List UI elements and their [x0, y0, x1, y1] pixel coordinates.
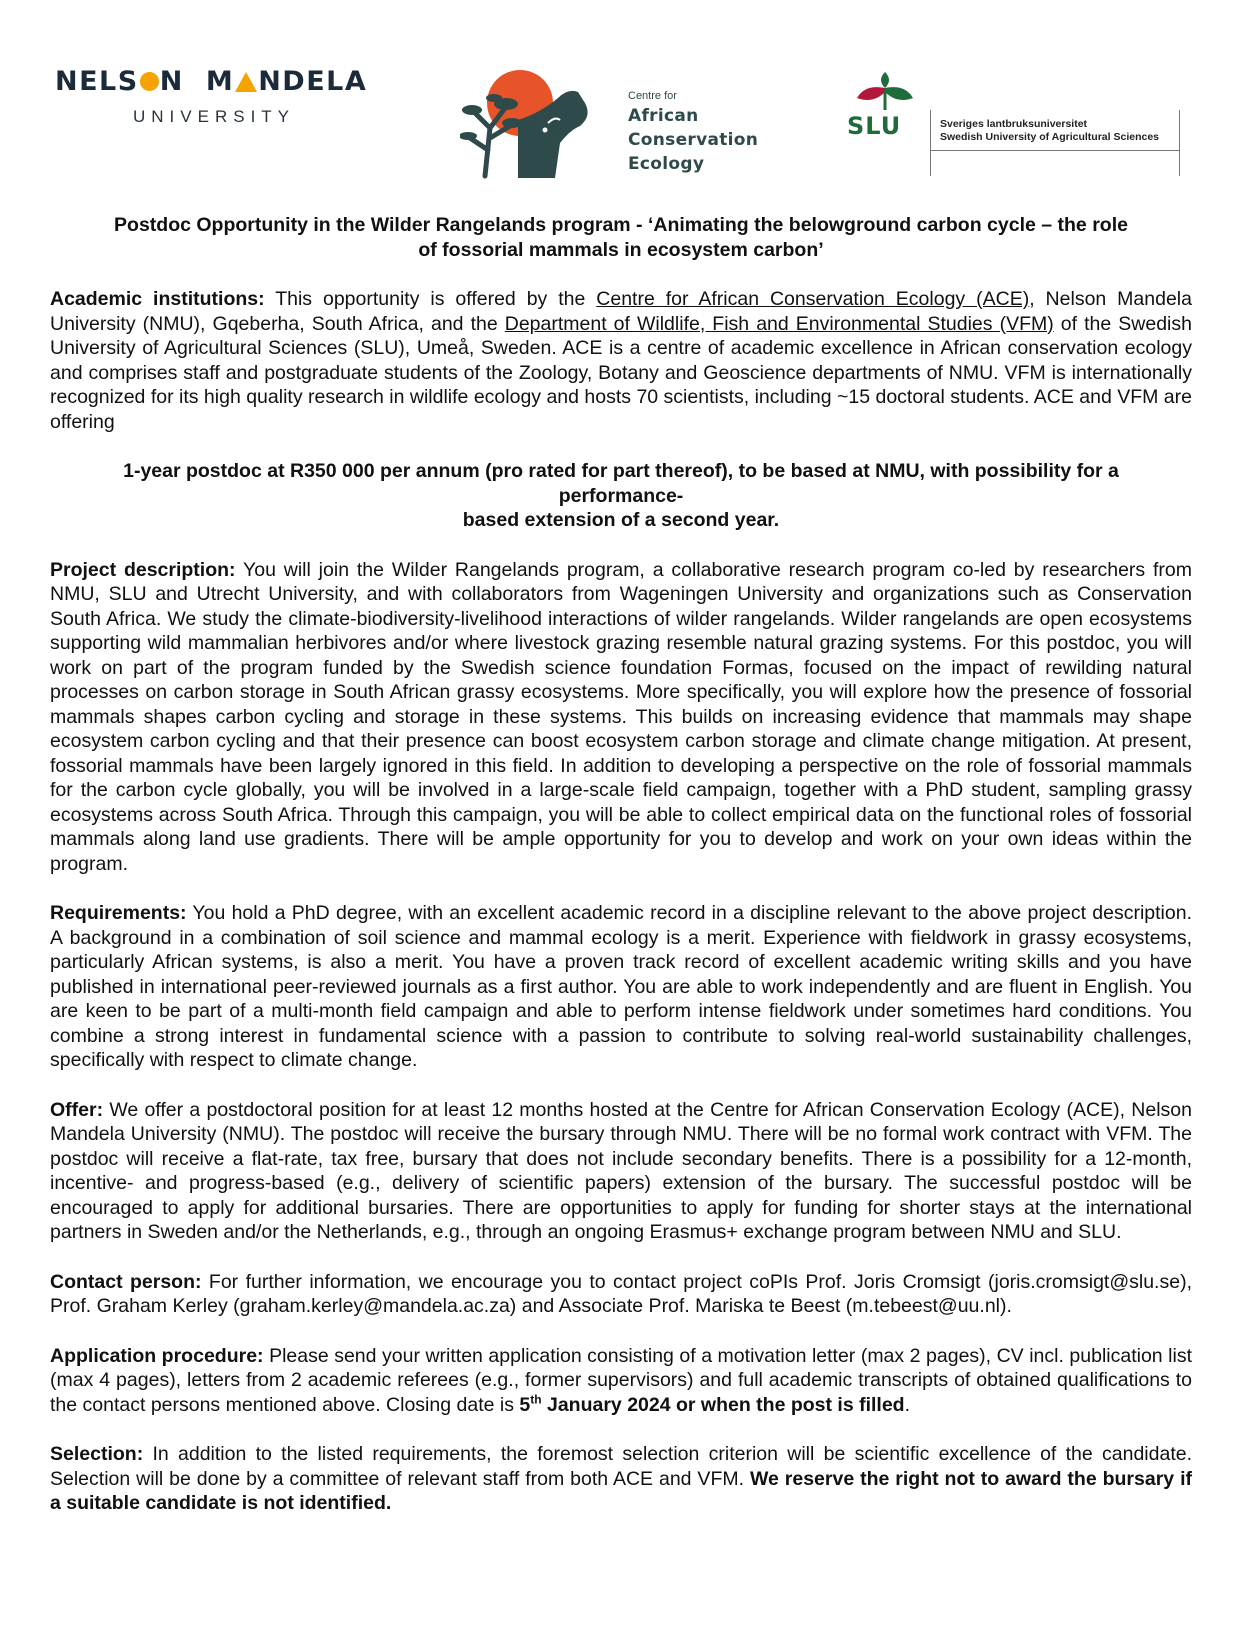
- slu-leaf-icon: [845, 70, 925, 115]
- document-body: [50, 213, 1192, 1541]
- slu-logo-word: SLU: [847, 112, 902, 140]
- requirements-paragraph: Requirements: You hold a PhD degree, with an excellent academic record in a discipline relevant to the above project description. A background in a combination of soil science and mammal ecology is a merit. Experience with fieldwork in grassy ecosystems, particularly African systems, is also a merit. You have a proven track record of excellent academic writing skills and you have published in international peer-reviewed journals as a first author. You are able to work independently and are fluent in English. You are keen to be part of a multi-month field campaign and able to perform intense fieldwork under sometimes hard conditions. You combine a strong interest in fundamental science with a passion to contribute to solving real-world sustainability challenges, specifically with respect to climate change.: [50, 902, 1192, 1071]
- nmu-sun-dot-icon: [140, 72, 159, 91]
- offer-paragraph: Offer: We offer a postdoctoral position for at least 12 months hosted at the Centre for African Conservation Ecology (ACE), Nelson Mandela University (NMU). The postdoc will receive the bursary through NMU. There will be no formal work contract with VFM. The postdoc will receive a flat-rate, tax free, bursary that does not include secondary benefits. There is a possibility for a 12-month, incentive- and progress-based (e.g., delivery of scientific papers) extension of the bursary. The successful postdoc will be encouraged to apply for additional bursaries. There are opportunities to apply for funding for shorter stays at the international partners in Sweden and/or the Netherlands, e.g., through an ongoing Erasmus+ exchange program between NMU and SLU.: [50, 1098, 1192, 1243]
- project-description-paragraph: Project description: You will join the Wilder Rangelands program, a collaborative research program co-led by researchers from NMU, SLU and Utrecht University, and with collaborators from Wageningen University and organizations such as Conservation South Africa. We study the climate-biodiversity-livelihood interactions of wilder rangelands. Wilder rangelands are open ecosystems supporting wild mammalian herbivores and/or where livestock grazing resemble natural grazing systems. For this postdoc, you will work on part of the program funded by the Swedish science foundation Formas, focused on the impact of rewilding natural processes on carbon storage in South African grassy ecosystems. More specifically, you will explore how the presence of fossorial mammals shapes carbon cycling and storage in these systems. This builds on increasing evidence that mammals may shape ecosystem carbon cycling and that their presence can boost ecosystem carbon storage and climate change mitigation. At present, fossorial mammals have been largely ignored in this field. In addition to developing a perspective on the role of fossorial mammals for the carbon cycle globally, you will be involved in a large-scale field campaign, together with a PhD student, sampling grassy ecosystems across South Africa. Through this campaign, you will be able to collect empirical data on the functional roles of fossorial mammals along land use gradients. There will be ample opportunity for you to develop and work on your own ideas within the program.: [50, 558, 1193, 875]
- ace-emblem-icon: [460, 68, 625, 183]
- slu-logo-names: Sveriges lantbruksuniversitet Swedish University of Agricultural Sciences: [940, 118, 1160, 143]
- contact-paragraph: Contact person: For further information, we encourage you to contact project coPIs Prof. Joris Cromsigt (joris.cromsigt@slu.se), Prof. Graham Kerley (graham.kerley@mandela.ac.za) and Associate Prof. Mariska te Beest (m.tebeest@uu.nl).: [50, 1270, 1192, 1317]
- ace-logo-text: Centre for African Conservation Ecology: [628, 90, 759, 174]
- position-headline: 1-year postdoc at R350 000 per annum (pro rated for part thereof), to be based at NMU, with possibility for a performance- based extension of a second year.: [123, 460, 1119, 531]
- ace-link[interactable]: Centre for African Conservation Ecology (ACE): [596, 288, 1030, 310]
- nmu-triangle-icon: [235, 72, 257, 92]
- slu-logo: [845, 70, 1180, 185]
- selection-paragraph: Selection: In addition to the listed requirements, the foremost selection criterion will be scientific excellence of the candidate. Selection will be done by a committee of relevant staff from both ACE and VFM. We reserve the right not to award the bursary if a suitable candidate is not identified.: [50, 1443, 1192, 1514]
- institutions-paragraph: Academic institutions: This opportunity is offered by the Centre for African Conservation Ecology (ACE), Nelson Mandela University (NMU), Gqeberha, South Africa, and the Department of Wildlife, Fish and Environmental Studies (VFM) of the Swedish University of Agricultural Sciences (SLU), Umeå, Sweden. ACE is a centre of academic excellence in African conservation ecology and comprises staff and postgraduate students of the Zoology, Botany and Geoscience departments of NMU. VFM is internationally recognized for its high quality research in wildlife ecology and hosts 70 scientists, including ~15 doctoral students. ACE and VFM are offering: [50, 288, 1192, 433]
- logo-header: [0, 0, 1260, 200]
- page-title: Postdoc Opportunity in the Wilder Rangelands program - ‘Animating the belowground carbon cycle – the role of fossorial mammals in ecosystem carbon’: [114, 214, 1128, 261]
- ace-logo: [460, 68, 780, 193]
- nmu-logo-subtitle: UNIVERSITY: [133, 107, 296, 126]
- vfm-link[interactable]: Department of Wildlife, Fish and Environmental Studies (VFM): [504, 312, 1054, 335]
- closing-date: 5th January 2024 or when the post is filled: [519, 1392, 905, 1416]
- application-paragraph: Application procedure: Please send your written application consisting of a motivation letter (max 2 pages), CV incl. publication list (max 4 pages), letters from 2 academic referees (e.g., former supervisors) and full academic transcripts of obtained qualifications to the contact persons mentioned above. Closing date is 5th January 2024 or when the post is filled.: [50, 1344, 1192, 1416]
- nmu-logo: [55, 66, 395, 127]
- nmu-logo-name: NELS N M NDELA: [55, 66, 368, 97]
